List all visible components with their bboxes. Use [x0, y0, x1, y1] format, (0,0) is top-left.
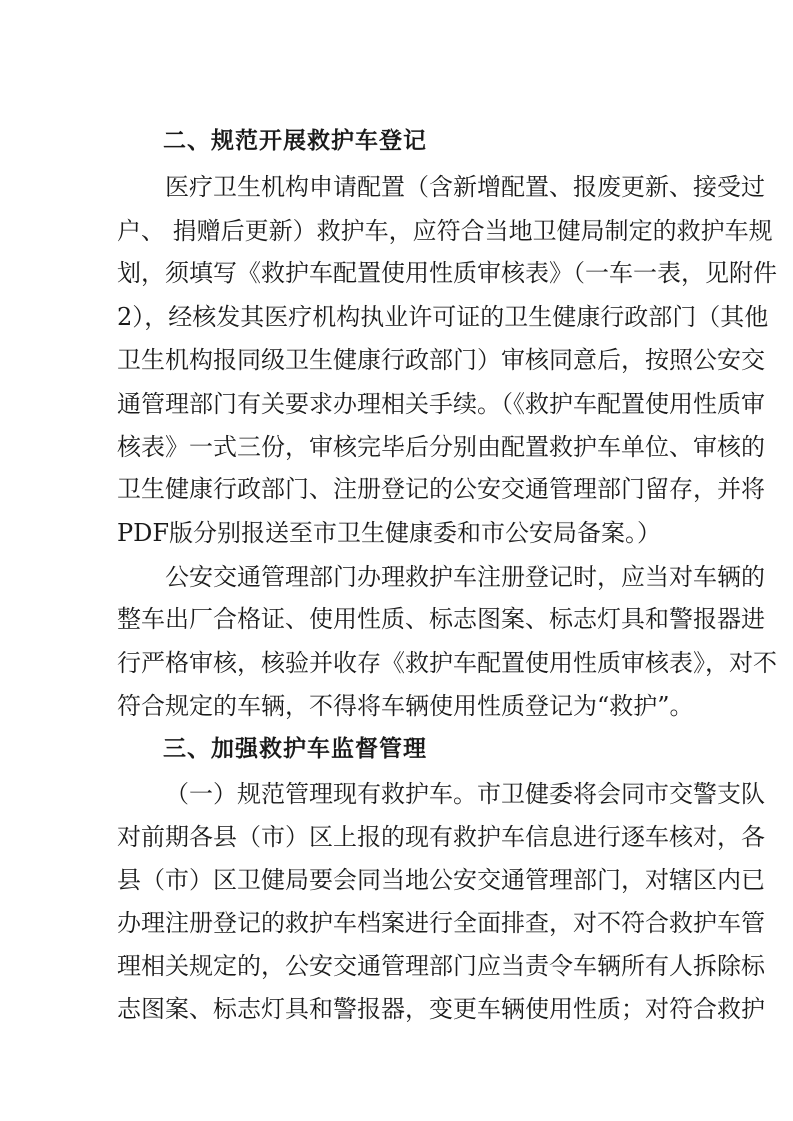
paragraph-line: 卫生健康行政部门、注册登记的公安交通管理部门留存，并将	[117, 475, 765, 503]
paragraph-line: （一）规范管理现有救护车。市卫健委将会同市交警支队	[165, 780, 765, 808]
paragraph-line: PDF版分别报送至市卫生健康委和市公安局备案。）	[117, 519, 662, 547]
paragraph-line: 办理注册登记的救护车档案进行全面排查，对不符合救护车管	[117, 909, 765, 937]
paragraph-line: 医疗卫生机构申请配置（含新增配置、报废更新、接受过	[165, 173, 765, 201]
paragraph-line: 行严格审核，核验并收存《救护车配置使用性质审核表》，对不	[117, 649, 777, 677]
paragraph-line: 划，须填写《救护车配置使用性质审核表》（一车一表，见附件	[117, 259, 777, 287]
paragraph-line: 理相关规定的，公安交通管理部门应当责令车辆所有人拆除标	[117, 952, 765, 980]
paragraph-line: 2），经核发其医疗机构执业许可证的卫生健康行政部门（其他	[117, 303, 769, 331]
paragraph-line: 志图案、标志灯具和警报器，变更车辆使用性质；对符合救护	[117, 995, 765, 1023]
section-heading-3: 三、加强救护车监督管理	[163, 736, 427, 762]
paragraph-line: 卫生机构报同级卫生健康行政部门）审核同意后，按照公安交	[117, 346, 765, 374]
paragraph-line: 户、 捐赠后更新）救护车，应符合当地卫健局制定的救护车规	[117, 217, 773, 245]
paragraph-line: 符合规定的车辆，不得将车辆使用性质登记为“救护”。	[117, 692, 694, 720]
paragraph-line: 公安交通管理部门办理救护车注册登记时，应当对车辆的	[165, 563, 765, 591]
section-heading-2: 二、规范开展救护车登记	[163, 128, 427, 154]
paragraph-line: 县（市）区卫健局要会同当地公安交通管理部门，对辖区内已	[117, 866, 765, 894]
paragraph-line: 整车出厂合格证、使用性质、标志图案、标志灯具和警报器进	[117, 605, 765, 633]
paragraph-line: 通管理部门有关要求办理相关手续。（《救护车配置使用性质审	[117, 390, 765, 418]
paragraph-line: 核表》一式三份，审核完毕后分别由配置救护车单位、审核的	[117, 433, 765, 461]
paragraph-line: 对前期各县（市）区上报的现有救护车信息进行逐车核对，各	[117, 823, 765, 851]
